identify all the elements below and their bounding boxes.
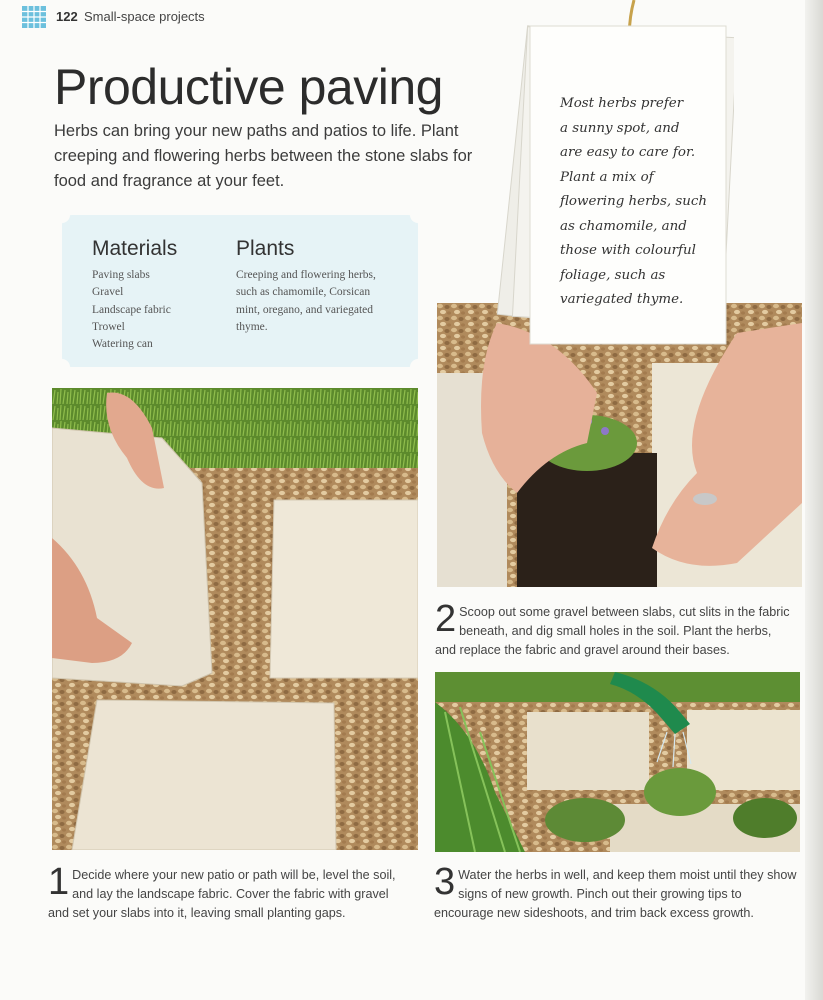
materials-item: Trowel [92,320,125,333]
plants-text: Creeping and flowering herbs, such as chamomile, Corsican mint, oregano, and variegated thyme. [236,269,376,333]
tag-line: foliage, such as [560,267,666,283]
tag-line: are easy to care for. [560,145,696,160]
step-3 [434,861,798,923]
materials-item: Watering can [92,338,153,351]
step-text: Water the herbs in well, and keep them moist until they show signs of new growth. Pinch out their growing tips to encourage new sideshoots, and trim back excess growth. [434,868,797,920]
section-title: Small-space projects [84,9,205,24]
step-text: Scoop out some gravel between slabs, cut slits in the fabric beneath, and dig small holes in the soil. Plant the herbs, and replace the fabric and gravel around their bases. [435,605,790,657]
materials-list [92,267,171,353]
step-number: 3 [434,861,456,903]
herb-tip-tag [484,0,734,360]
page-title: Productive paving [54,59,443,115]
photo-laying-slabs [52,388,418,850]
photo-watering-herbs [435,672,800,852]
tag-line: Plant a mix of [560,169,654,185]
materials-item: Landscape fabric [92,303,171,316]
materials-heading: Materials [92,237,178,260]
tag-line: variegated thyme. [560,292,684,307]
step-number: 2 [435,598,457,640]
page-edge [805,0,823,1000]
tag-note [560,92,730,313]
page-number: 122 [56,9,78,24]
tag-line: a sunny spot, and [560,120,680,136]
grid-icon [22,6,46,28]
step-number: 1 [48,861,70,903]
plants-heading: Plants [236,237,295,260]
materials-item: Gravel [92,286,124,299]
materials-item: Paving slabs [92,269,150,281]
step-1 [48,861,410,923]
intro-text: Herbs can bring your new paths and patios to life. Plant creeping and flowering herbs between the stone slabs for food and fragrance at your feet. [54,122,473,190]
tag-line: Most herbs prefer [560,96,684,111]
tag-line: flowering herbs, such [560,194,708,209]
tag-line: those with colourful [560,243,696,258]
step-2 [435,598,795,660]
step-text: Decide where your new patio or path will be, level the soil, and lay the landscape fabric. Cover the fabric with gravel and set your slabs into it, leaving small planting gaps. [48,868,396,920]
materials-box [62,215,418,367]
tag-line: as chamomile, and [560,218,687,234]
